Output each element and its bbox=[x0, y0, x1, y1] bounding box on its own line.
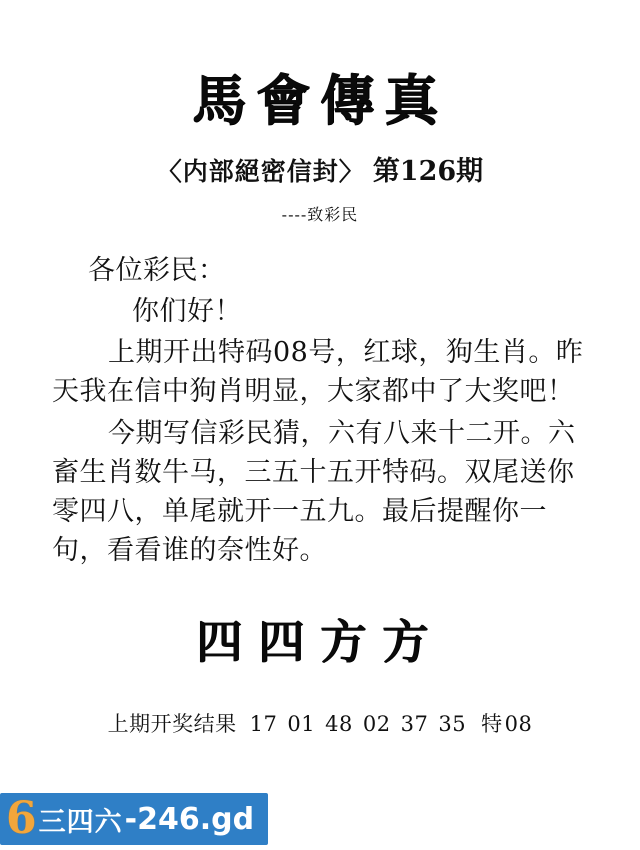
salutation: 各位彩民： bbox=[88, 255, 226, 286]
slogan: 四四方方 bbox=[196, 615, 444, 670]
footer-badge bbox=[0, 793, 268, 845]
greeting: 你们好！ bbox=[132, 296, 242, 328]
subtitle-row bbox=[0, 149, 640, 188]
site-name-cn: 三四六 bbox=[38, 806, 123, 838]
result-number: 17 bbox=[249, 712, 278, 737]
page-title: 馬會傳真 bbox=[192, 68, 448, 132]
six-logo-glyph: 6 bbox=[6, 793, 37, 844]
result-number: 48 bbox=[325, 712, 353, 737]
previous-draw-result bbox=[0, 708, 640, 738]
letter-body bbox=[52, 251, 588, 570]
site-separator: - bbox=[124, 801, 138, 837]
result-number: 35 bbox=[438, 712, 467, 737]
footer-watermark bbox=[0, 788, 640, 850]
special-label: 特 bbox=[481, 712, 503, 737]
special-number: 08 bbox=[504, 712, 533, 737]
result-number: 01 bbox=[287, 712, 316, 737]
result-number: 02 bbox=[362, 712, 391, 737]
result-label: 上期开奖结果 bbox=[107, 712, 237, 737]
subtitle-bracketed: 〈内部絕密信封〉 bbox=[156, 157, 365, 186]
site-domain: 246.gd bbox=[137, 801, 255, 837]
dedication-line: ----致彩民 bbox=[281, 205, 359, 224]
result-number: 37 bbox=[400, 712, 429, 737]
paragraph-prediction: 今期写信彩民猜，六有八来十二开。六畜生肖数牛马，三五十五开特码。双尾送你零四八，单尾就开一五九。最后提醒你一句，看看谁的奈性好。 bbox=[52, 417, 576, 566]
issue-number: 第126期 bbox=[372, 156, 484, 187]
paragraph-last-result: 上期开出特码08号，红球，狗生肖。昨天我在信中狗肖明显，大家都中了大奖吧！ bbox=[52, 337, 584, 408]
